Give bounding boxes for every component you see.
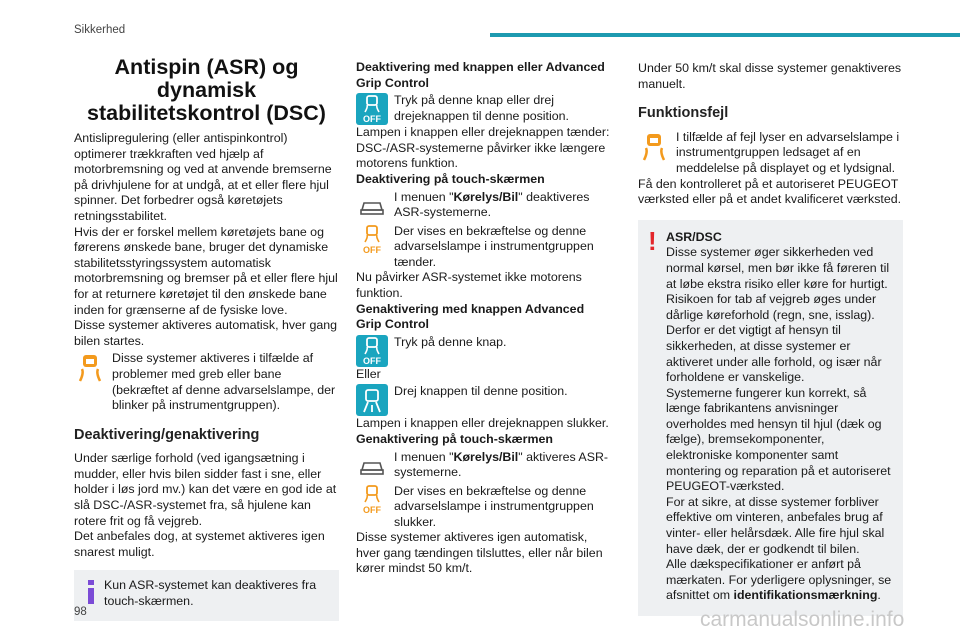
- skid-warning-icon: [74, 351, 106, 383]
- column-3: [638, 61, 903, 616]
- warning-p1: Disse systemer øger sikkerheden ved normal kørsel, men bør ikke få føreren til at løbe ekstra risiko eller køre for hurtigt.: [666, 245, 890, 291]
- warning-p2: Risikoen for tab af vejgreb øges under dårlige køreforhold (regn, sne, isslag). Derfor er det vigtigt af hensyn til sikkerheden, at disse systemer er aktiveret under alle forhold, og især når forholdene er vanskelige.: [666, 292, 882, 385]
- asr-on-button-row: [356, 335, 612, 367]
- asr-off-warning-icon: [356, 484, 388, 516]
- warning-p5: Alle dækspecifikationer er anført på mærkaten. For yderligere oplysninger, se afsnittet om identifikationsmærkning.: [666, 557, 892, 603]
- touchscreen-reactivation-heading: Genaktivering på touch-skærmen: [356, 431, 553, 446]
- header-accent-bar: [490, 33, 960, 37]
- manual-reactivation-text: Under 50 km/t skal disse systemer genaktiveres manuelt.: [638, 61, 902, 91]
- warning-p4: For at sikre, at disse systemer forbliver effektive om vinteren, anbefales brug af vinter- eller helårsdæk. Alle fire hjul skal have dæk, der er godkendt til bilen.: [666, 494, 885, 556]
- or-text: Eller: [356, 366, 381, 381]
- car-menu-row-2: [356, 450, 612, 482]
- auto-reactivation-text: Disse systemer aktiveres igen automatisk, hver gang tændingen tilsluttes, eller når bilen kører mindst 50 km/t.: [356, 530, 603, 576]
- menu-deactivate-text: I menuen "Kørelys/Bil" deaktiveres ASR-systemerne.: [394, 189, 590, 220]
- rotate-knob-text: Drej knappen til denne position.: [394, 384, 568, 399]
- traction-mode-icon: [356, 384, 388, 416]
- warning-title: ASR/DSC: [666, 229, 722, 244]
- malfunction-text: I tilfælde af fejl lyser en advarselslampe i instrumentgruppen ledsaget af en meddelelse på displayet og et lydsignal.: [676, 129, 900, 175]
- lamp-off-text: Lampen i knappen eller drejeknappen slukker.: [356, 416, 609, 431]
- car-menu-row: [356, 190, 612, 222]
- rotate-knob-row: [356, 384, 612, 416]
- menu-activate-text: I menuen "Kørelys/Bil" aktiveres ASR-systemerne.: [394, 449, 609, 480]
- deactivation-heading: Deaktivering/genaktivering: [74, 426, 260, 443]
- off-lamp-row-2: [356, 484, 612, 531]
- info-note: [74, 570, 339, 621]
- asr-off-button-icon: [356, 335, 388, 367]
- page-title: Antispin (ASR) og dynamisk stabilitetskontrol (DSC): [87, 55, 326, 125]
- reactivation-button-heading: Genaktivering med knappen Advanced Grip Control: [356, 301, 585, 332]
- asr-off-warning-icon: [356, 224, 388, 256]
- svg-text:OFF: OFF: [363, 114, 381, 125]
- deactivation-button-heading: Deaktivering med knappen eller Advanced Grip Control: [356, 60, 605, 90]
- asr-no-effect-text: Nu påvirker ASR-systemet ikke motorens funktion.: [356, 270, 582, 300]
- column-1: [74, 56, 339, 621]
- off-lamp-row: [356, 224, 612, 271]
- info-note-text: Kun ASR-systemet kan deaktiveres fra touch-skærmen.: [104, 578, 317, 609]
- warning-p3: Systemerne fungerer kun korrekt, så længe fabrikantens anvisninger overholdes med hensyn til hjul (dæk og fælge), bremsekomponenter, elektroniske komponenter samt montering og reparation på et autoriseret PEUGEOT-værksted.: [666, 385, 891, 494]
- press-this-button-text: Tryk på denne knap.: [394, 334, 507, 349]
- malfunction-lamp-row: [638, 130, 903, 177]
- column-2: [356, 60, 612, 577]
- exclamation-icon: !: [648, 225, 657, 256]
- watermark: carmanualsonline.info: [700, 608, 905, 631]
- svg-text:OFF: OFF: [363, 244, 381, 255]
- recommendation-paragraph: Det anbefales dog, at systemet aktiveres igen snarest muligt.: [74, 529, 325, 559]
- asr-off-button-row: [356, 93, 612, 125]
- asr-off-icon: [356, 93, 388, 125]
- warning-content: [666, 230, 893, 604]
- page-number: 98: [74, 606, 87, 618]
- warning-lamp-row: [74, 351, 339, 413]
- confirmation-off-text: Der vises en bekræftelse og denne advarselslampe i instrumentgruppen slukker.: [394, 483, 594, 529]
- confirmation-text: Der vises en bekræftelse og denne advarselslampe i instrumentgruppen tænder.: [394, 223, 594, 269]
- workshop-text: Få den kontrolleret på et autoriseret PEUGEOT værksted eller på et andet kvalificeret værksted.: [638, 176, 902, 207]
- car-icon: [356, 450, 388, 482]
- press-button-text: Tryk på denne knap eller drej drejeknappen til denne position.: [394, 93, 569, 123]
- svg-text:OFF: OFF: [363, 504, 381, 515]
- svg-text:OFF: OFF: [363, 355, 381, 366]
- intro-paragraph: Antislipregulering (eller antispinkontrol) optimerer trækkraften ved hjælp af motorbremsning og ved at anvende bremserne på drivhjulene for at undgå, at et eller flere hjul spinner. Det forbedrer også køretøjets retningsstabilitet.: [74, 131, 332, 223]
- section-header: Sikkerhed: [74, 24, 126, 36]
- auto-activation-paragraph: Disse systemer aktiveres automatisk, hver gang bilen startes.: [74, 318, 338, 348]
- malfunction-heading: Funktionsfejl: [638, 105, 729, 122]
- dsc-paragraph: Hvis der er forskel mellem køretøjets bane og førerens ønskede bane, bruger det dynamiske stabilitetsstyringssystem automatisk motorbremsning og bremser på et eller flere hjul for at returnere køretøjet til den ønskede bane inden for grænserne af de fysiske love.: [74, 224, 338, 317]
- deactivation-paragraph: Under særlige forhold (ved igangsætning i mudder, eller hvis bilen sidder fast i sne, eller holder i løs jord mv.) kan det være en god ide at slå DSC-/ASR-systemet fra, så hjulene kan rotere frit og få vejgreb.: [74, 451, 337, 528]
- car-icon: [356, 190, 388, 222]
- lamp-on-text: Lampen i knappen eller drejeknappen tænder: DSC-/ASR-systemerne påvirker ikke længere motorens funktion.: [356, 125, 610, 171]
- warning-box: [638, 220, 903, 616]
- touchscreen-deactivation-heading: Deaktivering på touch-skærmen: [356, 171, 545, 186]
- skid-warning-icon: [638, 130, 670, 162]
- warning-lamp-text: Disse systemer aktiveres i tilfælde af problemer med greb eller bane (bekræftet af denne advarselslampe, der blinker på instrumentgruppen).: [112, 351, 336, 413]
